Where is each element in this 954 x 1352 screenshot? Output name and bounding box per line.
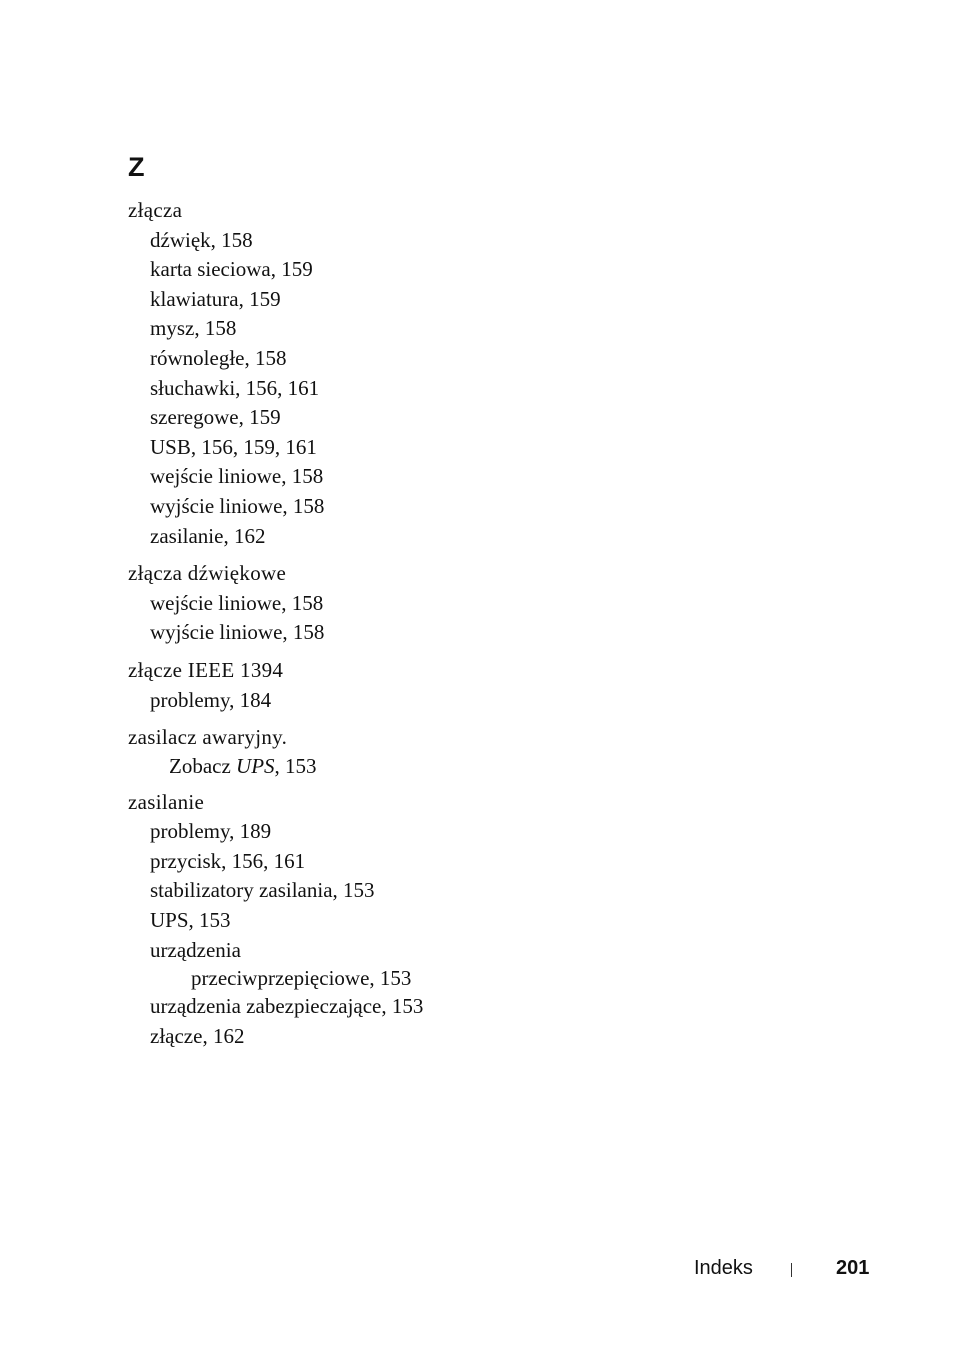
section-letter: Z xyxy=(128,152,145,182)
see-target: UPS xyxy=(236,753,275,778)
index-subentry: USB, 156, 159, 161 xyxy=(150,434,317,459)
see-suffix: , 153 xyxy=(274,753,317,778)
index-subentry: zasilanie, 162 xyxy=(150,523,266,548)
index-subentry: problemy, 189 xyxy=(150,819,272,844)
index-subentry: wyjście liniowe, 158 xyxy=(150,493,325,518)
index-term: złącza dźwiękowe xyxy=(128,561,287,586)
index-entry xyxy=(128,196,828,551)
page-number: 201 xyxy=(836,1257,870,1279)
index-subentry: karta sieciowa, 159 xyxy=(150,257,313,282)
index-subentry: przycisk, 156, 161 xyxy=(150,848,306,873)
index-subentry: dźwięk, 158 xyxy=(150,227,253,252)
index-term: złącza xyxy=(128,198,183,222)
index-subentry: wejście liniowe, 158 xyxy=(150,464,324,489)
index-subentry: wyjście liniowe, 158 xyxy=(150,620,325,645)
index-subentry-continuation: przeciwprzepięciowe, 153 xyxy=(191,966,412,991)
index-entry xyxy=(128,656,828,715)
footer-section-label: Indeks xyxy=(694,1257,753,1279)
index-subentry: złącze, 162 xyxy=(150,1023,245,1048)
index-subentry: słuchawki, 156, 161 xyxy=(150,375,320,400)
index-term: zasilacz awaryjny. xyxy=(128,725,288,750)
index-term: zasilanie xyxy=(128,789,205,814)
see-reference xyxy=(128,753,828,780)
index-entry xyxy=(128,788,828,1052)
index-subentry: urządzenia xyxy=(150,937,241,962)
see-prefix: Zobacz xyxy=(169,753,237,778)
index-subentry: wejście liniowe, 158 xyxy=(150,590,324,615)
index-subentry: klawiatura, 159 xyxy=(150,286,281,311)
index-list xyxy=(128,196,828,1059)
index-entry xyxy=(128,723,828,780)
footer-divider xyxy=(791,1263,792,1277)
index-term: złącze IEEE 1394 xyxy=(128,657,284,682)
index-subentry: UPS, 153 xyxy=(150,908,231,933)
index-entry xyxy=(128,559,828,648)
index-subentry: problemy, 184 xyxy=(150,687,272,712)
index-subentry: stabilizatory zasilania, 153 xyxy=(150,878,375,903)
index-subentry: urządzenia zabezpieczające, 153 xyxy=(150,994,424,1019)
page-footer xyxy=(0,1254,954,1284)
index-subentry: mysz, 158 xyxy=(150,316,237,341)
index-subentry: równoległe, 158 xyxy=(150,345,287,370)
index-subentry: szeregowe, 159 xyxy=(150,405,281,430)
